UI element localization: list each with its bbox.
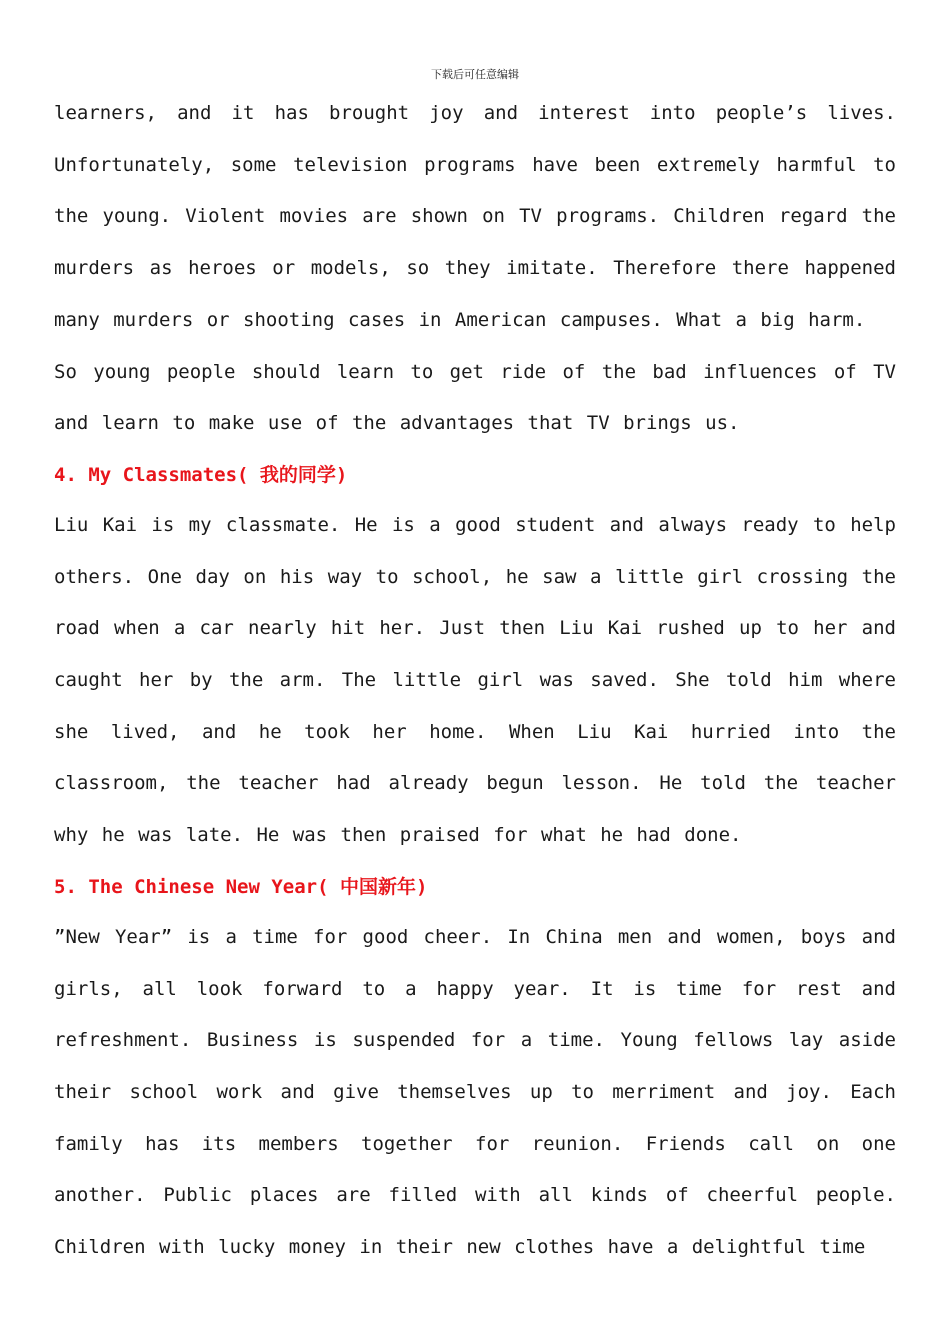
document-body bbox=[54, 88, 896, 1274]
section-heading-new-year: 5. The Chinese New Year( 中国新年) bbox=[54, 875, 428, 898]
paragraph-classmates: Liu Kai is my classmate. He is a good student and always ready to help others. One day on his way to school, he saw a little girl crossing the road when a car nearly hit her. Just then Liu Kai rushed up to her and caught her by the arm. The little girl was saved. She told him where she lived, and he took her home. When Liu Kai hurried into the classroom, the teacher had already begun lesson. He told the teacher why he was late. He was then praised for what he had done. bbox=[54, 513, 896, 847]
paragraph-tv-conclusion: So young people should learn to get ride of the bad influences of TV and learn to make use of the advantages that TV brings us. bbox=[54, 360, 896, 435]
paragraph-new-year: ”New Year” is a time for good cheer. In China men and women, boys and girls, all look forward to a happy year. It is time for rest and refreshment. Business is suspended for a time. Young fellows lay aside their school work and give themselves up to merriment and joy. Each family has its members together for reunion. Friends call on one another. Public places are filled with all kinds of cheerful people. Children with lucky money in their new clothes have a delightful time bbox=[54, 925, 896, 1259]
page-header-note: 下载后可任意编辑 bbox=[431, 68, 519, 81]
section-heading-classmates: 4. My Classmates( 我的同学) bbox=[54, 463, 348, 486]
paragraph-tv-influence: learners, and it has brought joy and interest into people’s lives. Unfortunately, some television programs have been extremely harmful to the young. Violent movies are shown on TV programs. Children regard the murders as heroes or models, so they imitate. Therefore there happened many murders or shooting cases in American campuses. What a big harm. bbox=[54, 102, 896, 331]
